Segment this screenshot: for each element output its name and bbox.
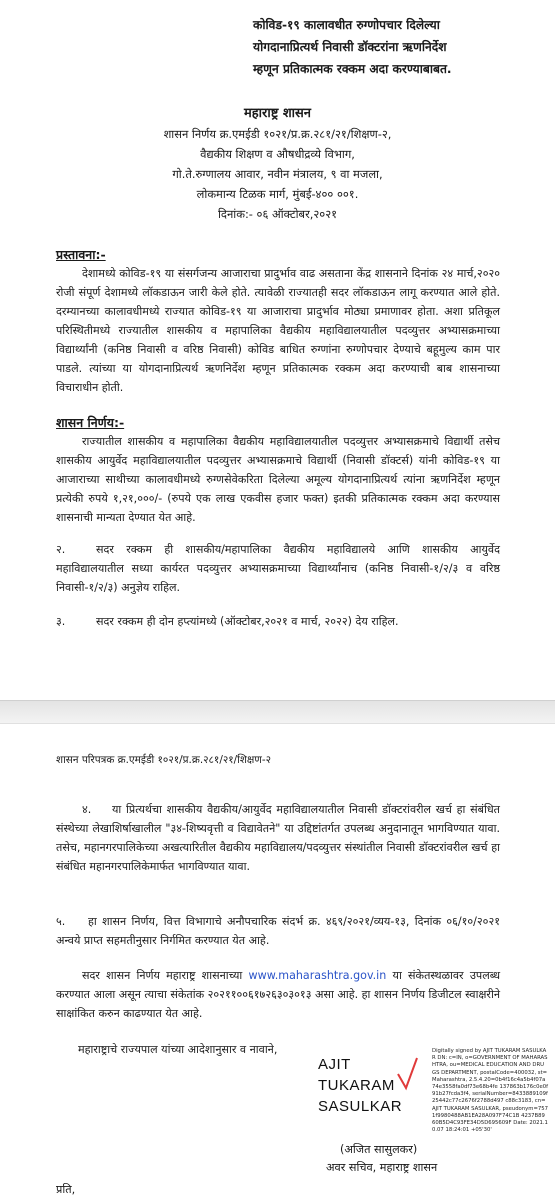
government-name: महाराष्ट्र शासन bbox=[243, 106, 312, 121]
subject-line-1: कोविड-१९ कालावधीत रुग्णोपचार दिलेल्या bbox=[253, 18, 440, 32]
decision-text-2: सदर रक्कम ही शासकीय/महापालिका वैद्यकीय महाविद्यालये आणि शासकीय आयुर्वेद महाविद्यालयातील सध्या कार्यरत पदव्युत्तर अभ्यासक्रमाच्या विद्यार्थ्यांनाच (कनिष्ठ निवासी-१/२/३ व वरिष्ठ निवासी-१/२/३) अनुज्ञेय राहिल. bbox=[56, 543, 500, 594]
para-number-4: ४. bbox=[82, 803, 92, 816]
website-link[interactable]: www.maharashtra.gov.in bbox=[248, 969, 387, 982]
department-name: वैद्यकीय शिक्षण व औषधीद्रव्ये विभाग, bbox=[200, 147, 355, 161]
copy-to-label: प्रति, bbox=[56, 1183, 76, 1196]
website-text-post: या संकेतस्थळावर उपलब्ध करण्यात आला असून त्याचा संकेतांक २०२११००६१७२६३०३०१३ असा आहे. हा शासन निर्णय डिजीटल स्वाक्षरीने साक्षांकित करुन काढण्यात येत आहे. bbox=[56, 969, 501, 1020]
address-line-2: लोकमान्य टिळक मार्ग, मुंबई-४०० ००१. bbox=[196, 187, 359, 201]
decision-text-5: हा शासन निर्णय, वित्त विभागाचे अनौपचारिक संदर्भ क्र. ४६९/२०२१/व्यय-१३, दिनांक ०६/१०/२०२१ अन्वये प्राप्त सहमतीनुसार निर्गमित करण्यात येत आहे. bbox=[56, 915, 500, 947]
governor-order-text: महाराष्ट्राचे राज्यपाल यांच्या आदेशानुसार व नावाने, bbox=[78, 1043, 278, 1056]
para-number-3: ३. bbox=[56, 615, 66, 628]
decision-number: शासन निर्णय क्र.एमईडी १०२१/प्र.क्र.२८१/२१/शिक्षण-२, bbox=[163, 127, 392, 141]
signer-name: (अजित सासुलकर) bbox=[340, 1143, 418, 1156]
preamble-paragraph: देशामध्ये कोविड-१९ या संसर्गजन्य आजाराचा प्रादुर्भाव वाढ असताना केंद्र शासनाने दिनांक २४ मार्च,२०२० रोजी संपूर्ण देशामध्ये लॉकडाऊन जारी केले होते. त्यावेळी राज्यातही सदर लॉकडाऊन लागू करण्यात आले होते. दरम्यानच्या कालावधीमध्ये राज्यात कोविड-१९ या आजाराचा प्रादुर्भाव मोठ्या प्रमाणावर होता. अशा प्रतिकूल परिस्थितीमध्ये राज्यातील शासकीय व महापालिका वैद्यकीय महाविद्यालयातील पदव्युत्तर अभ्यासक्रमाच्या विद्यार्थ्यांनी (कनिष्ठ निवासी व वरिष्ठ निवासी) कोविड बाधित रुग्णांना रुग्णोपचार देण्याचे बहूमुल्य काम पार पाडले. त्यांच्या या योगदानाप्रित्यर्थ ऋणनिर्देश म्हणून प्रतिकात्मक रक्कम अदा करण्याची बाब शासनाच्या विचाराधीन होती. bbox=[56, 267, 500, 394]
decision-text-4: या प्रित्यर्थचा शासकीय वैद्यकीय/आयुर्वेद महाविद्यालयातील निवासी डॉक्टरांवरील खर्च हा संबंधित संस्थेच्या लेखाशिर्षाखालील "३४-शिष्यवृत्ती व विद्यावेतने" या उद्दिष्टांतर्गत उपलब्ध अनुदानातून भागविण्यात यावा. तसेच, महानगरपालिकेच्या अखत्यारितील वैद्यकीय महाविद्यालय/पदव्युत्तर संस्थांतील निवासी डॉक्टरांवरील खर्च हा संबंधित महानगरपालिकेमार्फत भागविण्यात यावा. bbox=[56, 803, 500, 873]
para-number-5: ५. bbox=[56, 915, 66, 928]
document-subject bbox=[253, 14, 533, 80]
subject-line-2: योगदानाप्रित्यर्थ निवासी डॉक्टरांना ऋणनिर्देश bbox=[253, 40, 447, 54]
page-break bbox=[0, 700, 555, 724]
decision-paragraph-3 bbox=[56, 612, 500, 631]
decision-text-1: राज्यातील शासकीय व महापालिका वैद्यकीय महाविद्यालयातील पदव्युत्तर अभ्यासक्रमाचे विद्यार्थी तसेच शासकीय आयुर्वेद महाविद्यालयातील पदव्युत्तर अभ्यासक्रमाचे विद्यार्थी (निवासी डॉक्टर्स) यांनी कोविड-१९ या आजाराच्या साथीच्या कालावधीमध्ये रुग्णसेवेकरिता दिलेल्या अमूल्य योगदानाप्रित्यर्थ त्यांना ऋणनिर्देश म्हणून प्रत्येकी रुपये १,२१,०००/- (रुपये एक लाख एकवीस हजार फक्त) इतकी प्रतिकात्मक रक्कम अदा करण्यास शासनाची मान्यता देण्यात येत आहे. bbox=[56, 435, 500, 524]
signer-designation: अवर सचिव, महाराष्ट्र शासन bbox=[326, 1161, 438, 1174]
preamble-text bbox=[56, 264, 500, 397]
website-text-pre: सदर शासन निर्णय महाराष्ट्र शासनाच्या bbox=[82, 969, 243, 982]
government-address bbox=[0, 124, 555, 224]
para-number-2: २. bbox=[56, 543, 66, 556]
signature-name bbox=[318, 1054, 402, 1117]
decision-paragraph-5 bbox=[56, 912, 500, 950]
preamble-heading: प्रस्तावना:- bbox=[56, 247, 106, 262]
signature-middle-name: TUKARAM bbox=[318, 1077, 395, 1094]
circular-reference: शासन परिपत्रक क्र.एमईडी १०२१/प्र.क्र.२८१/२१/शिक्षण-२ bbox=[56, 754, 272, 766]
digital-signature bbox=[318, 1048, 548, 1140]
decision-paragraph-2 bbox=[56, 540, 500, 597]
decision-paragraph-4 bbox=[56, 800, 500, 876]
signature-check-icon bbox=[394, 1054, 420, 1096]
decision-paragraph-1 bbox=[56, 432, 500, 527]
address-line-1: गो.ते.रुग्णालय आवार, नवीन मंत्रालय, ९ वा मजला, bbox=[172, 167, 383, 181]
website-paragraph bbox=[56, 966, 500, 1023]
signature-first-name: AJIT bbox=[318, 1056, 351, 1073]
subject-line-3: म्हणून प्रतिकात्मक रक्कम अदा करण्याबाबत. bbox=[253, 62, 452, 76]
decision-date: दिनांक:- ०६ ऑक्टोबर,२०२१ bbox=[217, 207, 338, 221]
signature-metadata: Digitally signed by AJIT TUKARAM SASULKAR DN: c=IN, o=GOVERNMENT OF MAHARASHTRA, ou=MEDICAL EDUCATION AND DRUGS DEPARTMENT, postalCode=400032, st=Maharashtra, 2.5.4.20=0b4f16c4a5b4f07a74e3558fa0df73e68b4fe 137863b176c0e0f91b27fcda3f4, serialNumber=8433889109f25442c77c2676f2788d497 c88c3183, cn=AJIT TUKARAM SASULKAR, pseudonym=7571f9980488AB1EA28A097F74C1B 4237B8960B5D4C93FE34D5D695609F Date: 2021.10.07 18:24:01 +05'30' bbox=[432, 1048, 548, 1134]
signature-last-name: SASULKAR bbox=[318, 1098, 403, 1115]
decision-heading: शासन निर्णय:- bbox=[56, 415, 125, 430]
decision-text-3: सदर रक्कम ही दोन हप्त्यांमध्ये (ऑक्टोबर,२०२१ व मार्च, २०२२) देय राहिल. bbox=[96, 615, 399, 628]
